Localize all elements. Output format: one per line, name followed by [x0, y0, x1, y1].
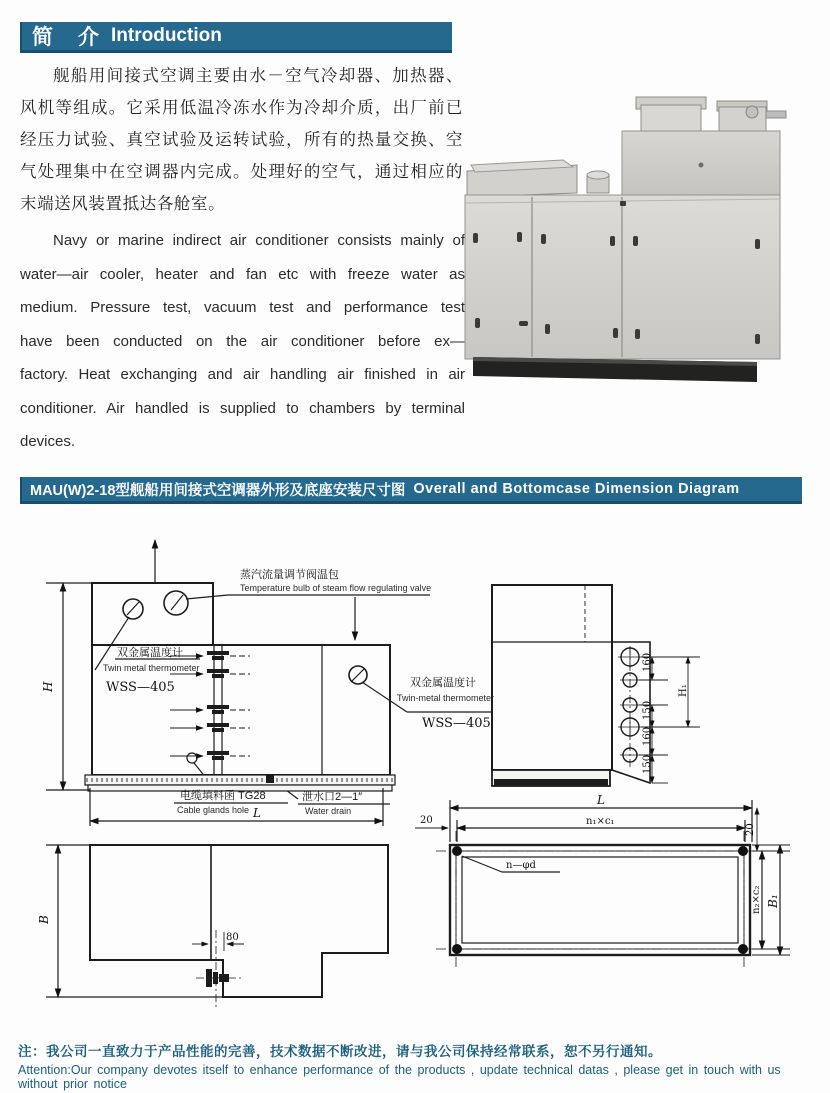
dim-n2c2: n₂×c₂: [751, 885, 762, 914]
bolt-holes-label: n—φd: [506, 860, 536, 871]
intro-title-cn: 简 介: [32, 26, 101, 49]
top-view: [46, 845, 388, 1007]
thermo-left-label-en: Twin metal thermometer: [103, 663, 200, 673]
water-drain-label-cn: 泄水口2—1″: [302, 791, 363, 803]
water-drain-label-en: Water drain: [305, 806, 352, 816]
thermo-left-model: WSS—405: [106, 680, 175, 695]
intro-paragraph-cn: 舰船用间接式空调主要由水－空气冷却器、加热器、风机等组成。它采用低温冷冻水作为冷却介质，出厂前已经压力试验、真空试验及运转试验，所有的热量交换、空气处理集中在空调器内完成。处理好的空气，通过相应的末端送风装置抵达各舱室。: [20, 67, 463, 213]
footer-note-en: Attention:Our company devotes itself to enhance performance of the products , update technical datas , please get in touch with us without prior notice: [18, 1063, 781, 1091]
section-banner: [20, 477, 802, 504]
intro-title-en: Introduction: [111, 25, 222, 46]
dim-L-front: L: [253, 806, 261, 820]
dim-side-H1: H₁: [678, 684, 689, 697]
dim-B1: B₁: [766, 894, 780, 908]
pipe-fitting: [207, 669, 229, 678]
dim-side-150b: 150: [642, 754, 653, 774]
intro-paragraph-en: Navy or marine indirect air conditioner consists mainly of water—air cooler, heater and fan etc with freeze water as medium. Pressure test, vacuum test and performance test have been conducted on the air conditioner before ex—factory. Heat exchanging and air handling air finished in air conditioner. Air handled is supplied to chambers by terminal devices.: [20, 232, 465, 450]
pipe-fitting: [207, 705, 229, 714]
intro-banner: [20, 22, 452, 53]
dim-side-150a: 150: [642, 700, 653, 720]
dim-20-left: 20: [420, 815, 433, 826]
dim-side-160a: 160: [642, 652, 653, 672]
section-title-en: Overall and Bottomcase Dimension Diagram: [413, 481, 740, 497]
thermo-right-model: WSS—405: [422, 716, 491, 731]
dim-20-right: 20: [745, 823, 756, 836]
thermo-right-label-cn: 双金属温度计: [410, 677, 476, 689]
cable-gland-label-en: Cable glands hole: [177, 805, 250, 815]
pipe-fitting: [207, 651, 229, 660]
thermo-left-label-cn: 双金属温度计: [117, 647, 183, 659]
dim-H: H: [41, 681, 55, 692]
dim-B: B: [37, 915, 51, 924]
cable-gland-label-cn: 电缆填料函 TG28: [180, 790, 266, 802]
product-photo: [455, 85, 830, 395]
dim-side-160b: 160: [642, 726, 653, 746]
dim-80: 80: [226, 932, 239, 943]
dim-L-base: L: [597, 793, 605, 807]
dimension-diagram: [0, 520, 830, 1035]
pipe-fitting: [207, 723, 229, 732]
section-title-cn: MAU(W)2-18型舰船用间接式空调器外形及底座安装尺寸图: [30, 482, 406, 499]
footer-note: [18, 1040, 818, 1091]
dim-n1c1: n₁×c₁: [586, 816, 615, 827]
steam-bulb-label-cn: 蒸汽流量调节阀温包: [240, 569, 339, 581]
footer-note-cn: 注：我公司一直致力于产品性能的完善，技术数据不断改进，请与我公司保持经常联系，恕不另行通知。: [18, 1044, 662, 1059]
thermo-right-label-en: Twin-metal thermometer: [397, 693, 495, 703]
ac-unit-photo: [465, 97, 786, 382]
steam-bulb-label-en: Temperature bulb of steam flow regulating valve: [240, 583, 432, 593]
side-view: [492, 585, 700, 786]
pipe-fitting: [207, 751, 229, 760]
